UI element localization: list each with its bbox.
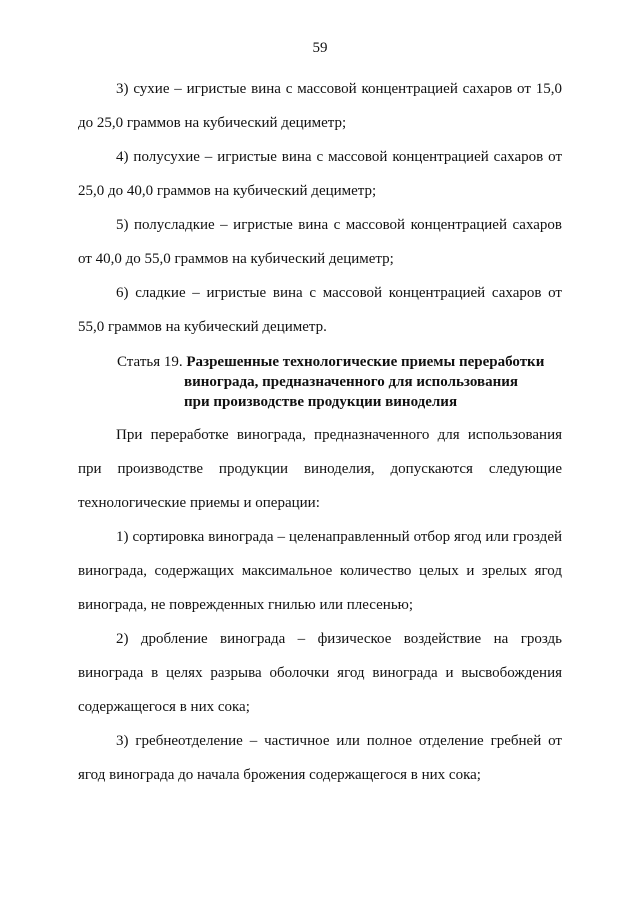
article-19-heading xyxy=(117,352,577,412)
article-heading-line-1 xyxy=(117,352,577,372)
article-label: Статья 19. xyxy=(117,354,183,370)
article-title-part-1: Разрешенные технологические приемы переработки xyxy=(186,354,545,370)
paragraph-sorting: 1) сортировка винограда – целенаправленный отбор ягод или гроздей винограда, содержащих максимальное количество целых и зрелых ягод винограда, не поврежденных гнилью или плесенью; xyxy=(78,529,562,613)
article-title-part-2: винограда, предназначенного для использования xyxy=(184,374,518,390)
paragraph-semi-sweet-wines: 5) полусладкие – игристые вина с массовой концентрацией сахаров от 40,0 до 55,0 граммов на кубический дециметр; xyxy=(78,217,562,267)
paragraph-destemming: 3) гребнеотделение – частичное или полное отделение гребней от ягод винограда до начала брожения содержащегося в них сока; xyxy=(78,733,562,783)
paragraph-dry-wines: 3) сухие – игристые вина с массовой концентрацией сахаров от 15,0 до 25,0 граммов на кубический дециметр; xyxy=(78,81,562,131)
paragraph-crushing: 2) дробление винограда – физическое воздействие на гроздь винограда в целях разрыва оболочки ягод винограда и высвобождения содержащегося в них сока; xyxy=(78,631,562,715)
article-title-part-3: при производстве продукции виноделия xyxy=(184,394,458,410)
paragraph-semi-dry-wines: 4) полусухие – игристые вина с массовой концентрацией сахаров от 25,0 до 40,0 граммов на кубический дециметр; xyxy=(78,149,562,199)
paragraph-intro: При переработке винограда, предназначенного для использования при производстве продукции виноделия, допускаются следующие технологические приемы и операции: xyxy=(78,427,562,511)
paragraph-sweet-wines: 6) сладкие – игристые вина с массовой концентрацией сахаров от 55,0 граммов на кубический дециметр. xyxy=(78,285,562,335)
page-number: 59 xyxy=(312,40,328,56)
